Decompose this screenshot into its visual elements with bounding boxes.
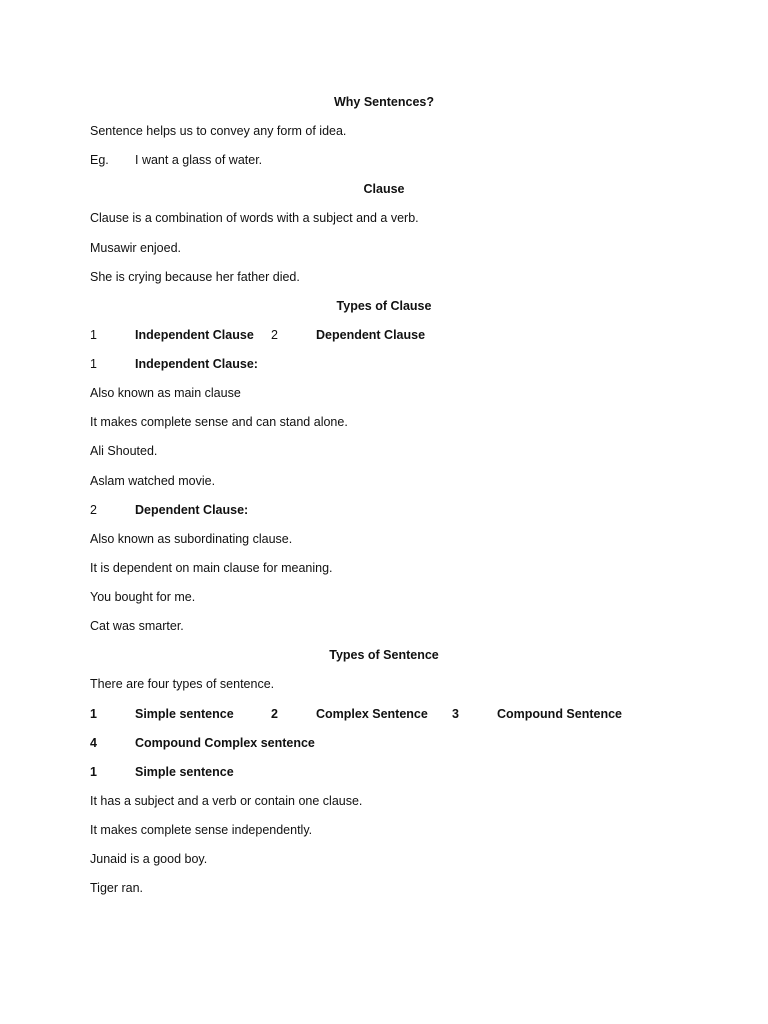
list-number: 4 — [90, 736, 97, 750]
independent-clause-line: Ali Shouted. — [90, 444, 158, 458]
section-number: 1 — [90, 765, 97, 779]
simple-sentence-line: It makes complete sense independently. — [90, 823, 313, 837]
list-item-label: Compound Complex sentence — [135, 736, 315, 750]
dependent-clause-line: Cat was smarter. — [90, 619, 184, 633]
dependent-clause-line: You bought for me. — [90, 590, 196, 604]
example-text: I want a glass of water. — [135, 153, 263, 167]
list-item-label: Independent Clause — [135, 328, 254, 342]
simple-sentence-line: It has a subject and a verb or contain one clause. — [90, 794, 363, 808]
independent-clause-line: It makes complete sense and can stand alone. — [90, 415, 348, 429]
simple-sentence-line: Junaid is a good boy. — [90, 852, 208, 866]
list-number: 2 — [271, 328, 278, 342]
clause-example: She is crying because her father died. — [90, 270, 300, 284]
dependent-clause-line: It is dependent on main clause for meaning. — [90, 561, 333, 575]
list-item-label: Simple sentence — [135, 707, 234, 721]
heading-clause: Clause — [363, 182, 405, 196]
clause-example: Musawir enjoed. — [90, 241, 182, 255]
heading-why-sentences: Why Sentences? — [333, 95, 435, 109]
dependent-clause-line: Also known as subordinating clause. — [90, 532, 293, 546]
list-number: 1 — [90, 328, 97, 342]
list-number: 2 — [271, 707, 278, 721]
list-number: 3 — [452, 707, 459, 721]
simple-sentence-line: Tiger ran. — [90, 881, 144, 895]
sentence-types-intro: There are four types of sentence. — [90, 677, 275, 691]
sentence-definition: Sentence helps us to convey any form of idea. — [90, 124, 347, 138]
independent-clause-line: Aslam watched movie. — [90, 474, 216, 488]
section-number: 1 — [90, 357, 97, 371]
list-item-label: Compound Sentence — [497, 707, 623, 721]
list-item-label: Dependent Clause — [316, 328, 426, 342]
independent-clause-line: Also known as main clause — [90, 386, 241, 400]
section-title: Independent Clause: — [135, 357, 258, 371]
example-label: Eg. — [90, 153, 109, 167]
list-number: 1 — [90, 707, 97, 721]
section-title: Simple sentence — [135, 765, 234, 779]
section-number: 2 — [90, 503, 97, 517]
heading-types-of-clause: Types of Clause — [336, 299, 432, 313]
section-title: Dependent Clause: — [135, 503, 249, 517]
clause-definition: Clause is a combination of words with a subject and a verb. — [90, 211, 419, 225]
list-item-label: Complex Sentence — [316, 707, 428, 721]
heading-types-of-sentence: Types of Sentence — [329, 648, 439, 662]
